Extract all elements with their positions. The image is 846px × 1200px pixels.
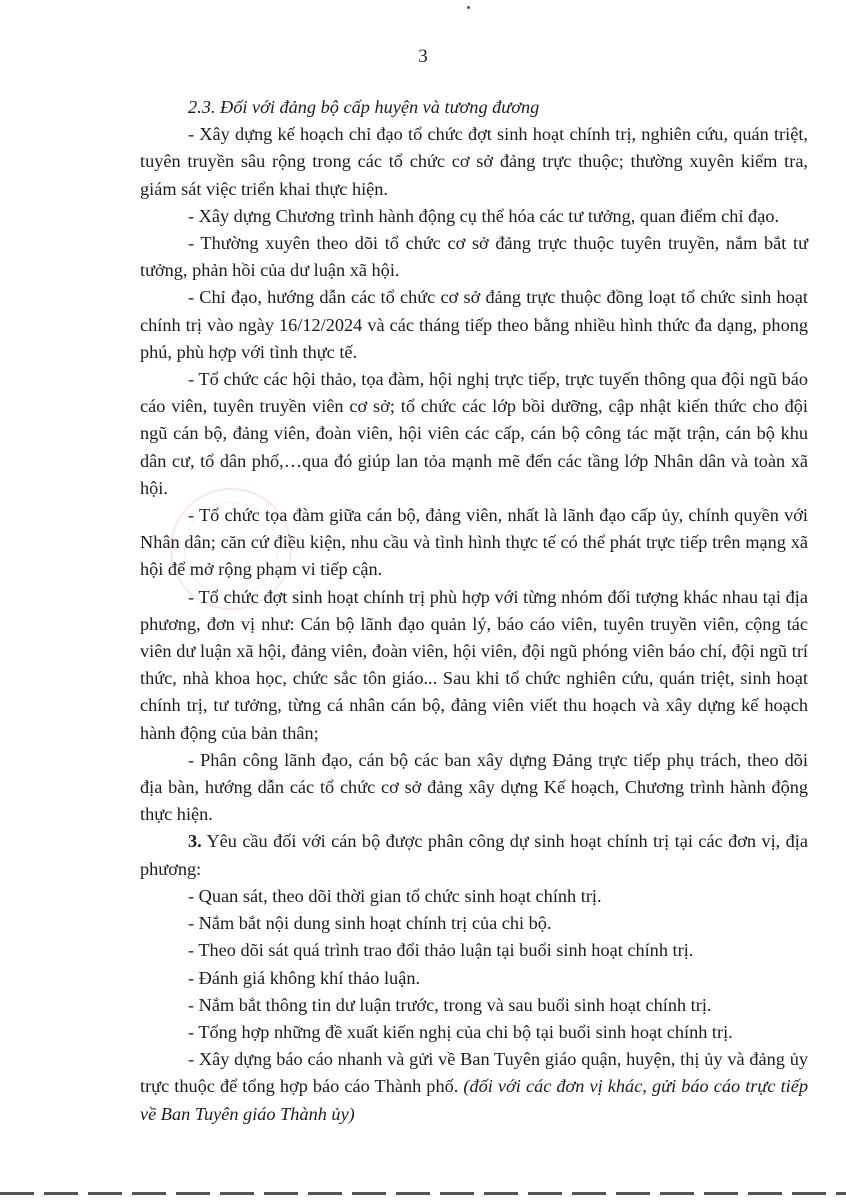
section-3-item-7-text: - Xây dựng báo cáo nhanh và gửi về Ban Tuyên giáo quận, huyện, thị ủy và đảng ủy trực thuộc để tổng hợp báo cáo Thành phố. — [140, 1049, 808, 1097]
section-2-3-item-6: - Tổ chức tọa đàm giữa cán bộ, đảng viên, nhất là lãnh đạo cấp ủy, chính quyền với Nhân dân; căn cứ điều kiện, nhu cầu và tình hình thực tế có thể phát trực tiếp trên mạng xã hội để mở rộng phạm vi tiếp cận. — [140, 505, 808, 580]
section-3-item-1: - Quan sát, theo dõi thời gian tổ chức sinh hoạt chính trị. — [188, 885, 602, 906]
section-3-item-3: - Theo dõi sát quá trình trao đổi thảo luận tại buổi sinh hoạt chính trị. — [188, 940, 694, 961]
section-3-item-6: - Tổng hợp những đề xuất kiến nghị của chi bộ tại buổi sinh hoạt chính trị. — [188, 1021, 733, 1042]
section-2-3-item-8: - Phân công lãnh đạo, cán bộ các ban xây dựng Đảng trực tiếp phụ trách, theo dõi địa bàn, hướng dẫn các tổ chức cơ sở đảng xây dựng Kế hoạch, Chương trình hành động thực hiện. — [140, 749, 808, 825]
document-body — [140, 94, 808, 1128]
section-3-item-2: - Nắm bắt nội dung sinh hoạt chính trị của chi bộ. — [188, 913, 552, 934]
section-3-heading-text: Yêu cầu đối với cán bộ được phân công dự sinh hoạt chính trị tại các đơn vị, địa phương: — [140, 831, 808, 879]
section-3-item-7 — [140, 1046, 808, 1128]
section-3-number: 3. — [188, 831, 202, 852]
page-number: 3 — [418, 46, 428, 67]
section-2-3-item-3: - Thường xuyên theo dõi tổ chức cơ sở đảng trực thuộc tuyên truyền, nắm bắt tư tưởng, phản hồi của dư luận xã hội. — [140, 233, 808, 281]
section-2-3-item-7: - Tổ chức đợt sinh hoạt chính trị phù hợp với từng nhóm đối tượng khác nhau tại địa phương, đơn vị như: Cán bộ lãnh đạo quản lý, báo cáo viên, tuyên truyền viên, cộng tác viên dư luận xã hội, đảng viên, đoàn viên, hội viên, đội ngũ phóng viên báo chí, đội ngũ trí thức, nhà khoa học, chức sắc tôn giáo... Sau khi tổ chức nghiên cứu, quán triệt, sinh hoạt chính trị, tư tưởng, từng cá nhân cán bộ, đảng viên viết thu hoạch và xây dựng kế hoạch hành động của bản thân; — [140, 586, 808, 743]
section-3-heading — [140, 828, 808, 882]
section-2-3-item-2: - Xây dựng Chương trình hành động cụ thể hóa các tư tưởng, quan điểm chỉ đạo. — [188, 205, 780, 226]
section-2-3-item-4: - Chỉ đạo, hướng dẫn các tổ chức cơ sở đảng trực thuộc đồng loạt tổ chức sinh hoạt chính trị vào ngày 16/12/2024 và các tháng tiếp theo bằng nhiều hình thức đa dạng, phong phú, phù hợp với tình thực tế. — [140, 287, 808, 362]
section-3-item-5: - Nắm bắt thông tin dư luận trước, trong và sau buổi sinh hoạt chính trị. — [188, 994, 712, 1015]
section-3-item-4: - Đánh giá không khí thảo luận. — [188, 967, 421, 988]
section-2-3-item-1: - Xây dựng kế hoạch chỉ đạo tổ chức đợt sinh hoạt chính trị, nghiên cứu, quán triệt, tuyên truyền sâu rộng trong các tổ chức cơ sở đảng trực thuộc; thường xuyên kiểm tra, giám sát việc triển khai thực hiện. — [140, 124, 808, 199]
section-2-3-heading: 2.3. Đối với đảng bộ cấp huyện và tương đương — [188, 97, 540, 117]
bottom-scan-edge — [0, 1192, 846, 1195]
section-3-item-7-note: (đối với các đơn vị khác, gửi báo cáo trực tiếp về Ban Tuyên giáo Thành ủy) — [140, 1076, 808, 1124]
section-2-3-item-5: - Tổ chức các hội thảo, tọa đàm, hội nghị trực tiếp, trực tuyến thông qua đội ngũ báo cáo viên, tuyên truyền viên cơ sở; tổ chức các lớp bồi dưỡng, cập nhật kiến thức cho đội ngũ cán bộ, đảng viên, đoàn viên, hội viên các cấp, cán bộ công tác mặt trận, cán bộ khu dân cư, tổ dân phố,…qua đó giúp lan tỏa mạnh mẽ đến các tầng lớp Nhân dân và toàn xã hội. — [140, 369, 808, 498]
scan-artifact-dot — [467, 6, 470, 9]
